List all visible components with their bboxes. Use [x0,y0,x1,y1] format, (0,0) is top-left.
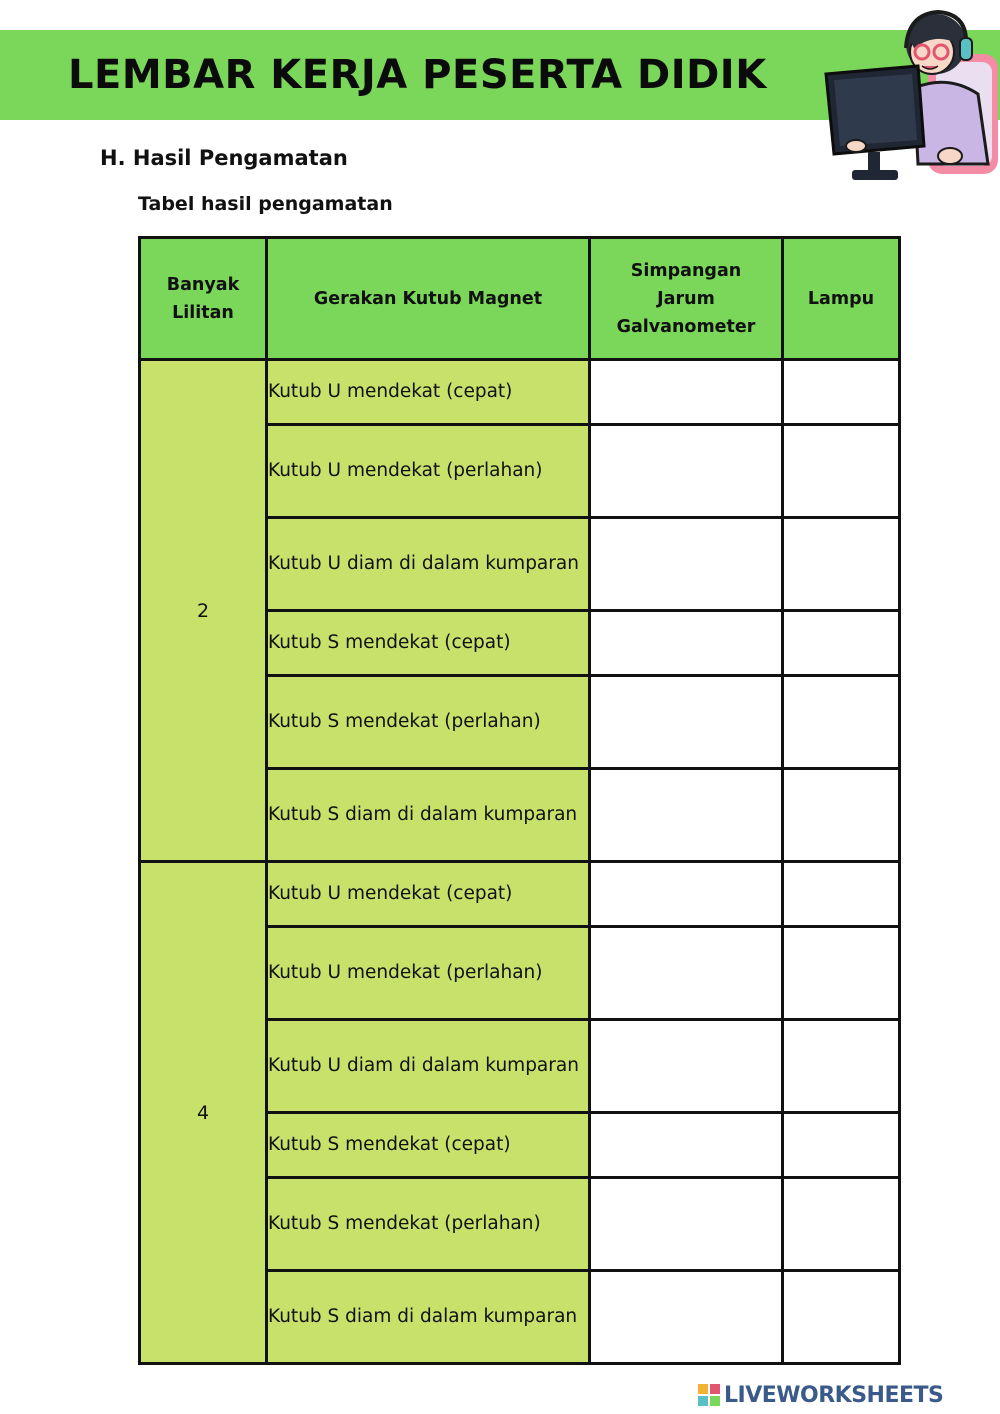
simpangan-answer-cell[interactable] [590,1020,783,1113]
lampu-answer-cell[interactable] [783,927,900,1020]
gerakan-cell: Kutub U mendekat (cepat) [267,862,590,927]
student-at-computer-illustration [818,4,1000,188]
lampu-answer-cell[interactable] [783,1178,900,1271]
gerakan-cell: Kutub U mendekat (perlahan) [267,927,590,1020]
column-header-simpangan-jarum: Simpangan Jarum Galvanometer [590,238,783,360]
table-row [140,862,900,927]
lilitan-cell: 4 [140,862,267,1364]
page-title: LEMBAR KERJA PESERTA DIDIK [68,52,767,98]
simpangan-answer-cell[interactable] [590,927,783,1020]
gerakan-cell: Kutub S mendekat (perlahan) [267,1178,590,1271]
lampu-answer-cell[interactable] [783,862,900,927]
table-row [140,360,900,425]
column-header-gerakan-kutub-magnet: Gerakan Kutub Magnet [267,238,590,360]
simpangan-answer-cell[interactable] [590,611,783,676]
gerakan-cell: Kutub S mendekat (perlahan) [267,676,590,769]
lampu-answer-cell[interactable] [783,1113,900,1178]
simpangan-answer-cell[interactable] [590,769,783,862]
lampu-answer-cell[interactable] [783,518,900,611]
simpangan-answer-cell[interactable] [590,1271,783,1364]
gerakan-cell: Kutub U diam di dalam kumparan [267,1020,590,1113]
gerakan-cell: Kutub U mendekat (perlahan) [267,425,590,518]
liveworksheets-logo [697,1378,943,1412]
column-header-banyak-lilitan: Banyak Lilitan [140,238,267,360]
lampu-answer-cell[interactable] [783,611,900,676]
liveworksheets-logo-text: LIVEWORKSHEETS [724,1382,944,1408]
gerakan-cell: Kutub U mendekat (cepat) [267,360,590,425]
simpangan-answer-cell[interactable] [590,360,783,425]
column-header-lampu: Lampu [783,238,900,360]
simpangan-answer-cell[interactable] [590,862,783,927]
gerakan-cell: Kutub S mendekat (cepat) [267,1113,590,1178]
simpangan-answer-cell[interactable] [590,1113,783,1178]
observation-table [138,236,901,1365]
section-heading: H. Hasil Pengamatan [100,146,348,170]
simpangan-answer-cell[interactable] [590,425,783,518]
simpangan-answer-cell[interactable] [590,676,783,769]
simpangan-answer-cell[interactable] [590,518,783,611]
lampu-answer-cell[interactable] [783,425,900,518]
lampu-answer-cell[interactable] [783,676,900,769]
table-caption: Tabel hasil pengamatan [138,193,393,215]
lampu-answer-cell[interactable] [783,769,900,862]
lilitan-cell: 2 [140,360,267,862]
liveworksheets-logo-icon [697,1383,721,1407]
lampu-answer-cell[interactable] [783,1271,900,1364]
lampu-answer-cell[interactable] [783,360,900,425]
gerakan-cell: Kutub S mendekat (cepat) [267,611,590,676]
gerakan-cell: Kutub U diam di dalam kumparan [267,518,590,611]
gerakan-cell: Kutub S diam di dalam kumparan [267,769,590,862]
gerakan-cell: Kutub S diam di dalam kumparan [267,1271,590,1364]
simpangan-answer-cell[interactable] [590,1178,783,1271]
lampu-answer-cell[interactable] [783,1020,900,1113]
